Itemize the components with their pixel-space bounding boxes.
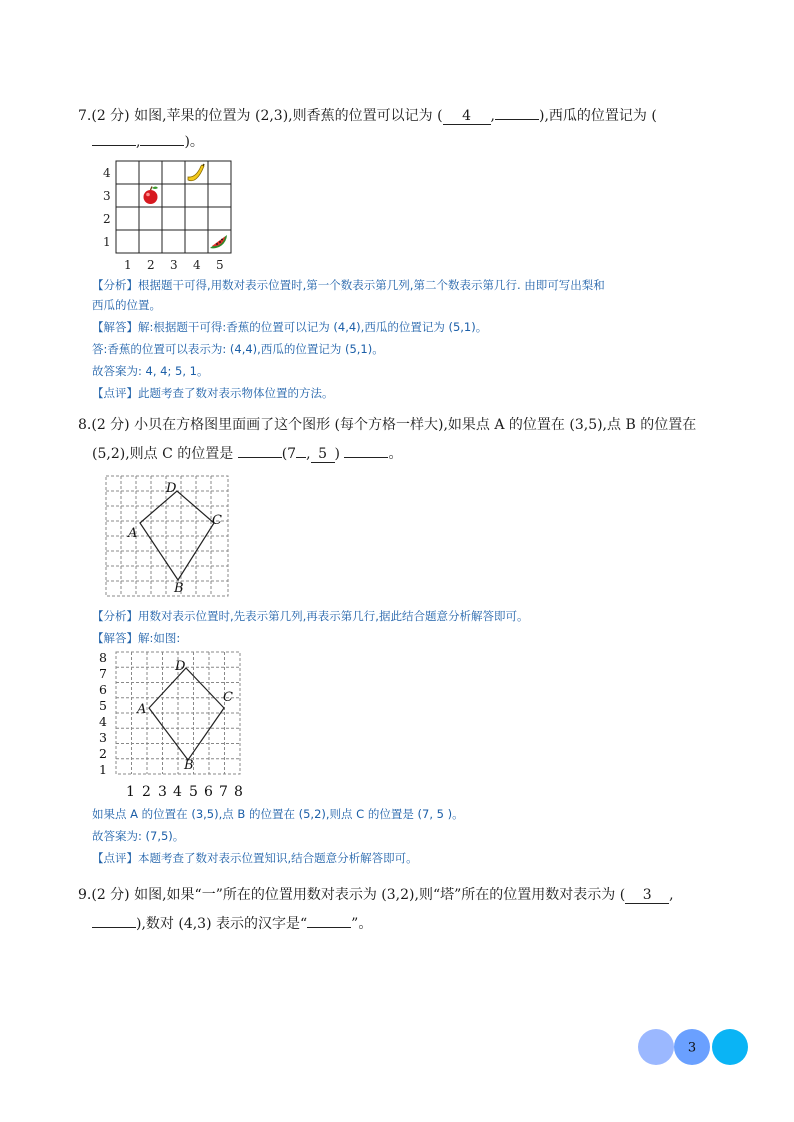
- q8-analysis-text: 用数对表示位置时,先表示第几列,再表示第几行,据此结合题意分析解答即可。: [138, 609, 529, 623]
- q9-stem-b: ),数对 (4,3) 表示的汉字是“: [136, 916, 308, 932]
- q7-row-label: 3: [103, 189, 111, 203]
- q8-blank-post: [344, 442, 388, 458]
- banana-icon: [188, 164, 204, 181]
- point-label-d: D: [175, 659, 186, 674]
- q7-row-label: 4: [103, 166, 111, 180]
- q8-final: 故答案为: (7,5)。: [92, 829, 185, 843]
- q8-analysis: [92, 608, 528, 624]
- q7-blank-1: 4: [443, 109, 491, 125]
- point-label-b: B: [184, 758, 194, 773]
- q7-comment-tag: 【点评】: [92, 386, 138, 400]
- q7-stem-a: 7.(2 分) 如图,苹果的位置为 (2,3),则香蕉的位置可以记为 (: [78, 108, 443, 124]
- q8-solution-kite: [149, 668, 224, 760]
- q7-row-label: 2: [103, 212, 111, 226]
- x-label: 4: [173, 784, 182, 800]
- x-label: 1: [126, 784, 135, 800]
- q7-row-label: 1: [103, 235, 111, 249]
- q8-blank-pre: [238, 442, 282, 458]
- point-label-b: B: [174, 581, 184, 596]
- q8-end: 。: [388, 446, 403, 462]
- q7-close: )。: [184, 134, 204, 150]
- q8-stem-line1: 8.(2 分) 小贝在方格图里面画了这个图形 (每个方格一样大),如果点 A 的位置在 (3,5),点 B 的位置在: [78, 417, 697, 433]
- q8-comment: [92, 850, 418, 866]
- y-label: 4: [99, 714, 107, 729]
- q7-sep: ,: [490, 108, 495, 124]
- q7-solution-text: 解:根据题干可得:香蕉的位置可以记为 (4,4),西瓜的位置记为 (5,1)。: [138, 320, 488, 334]
- q9-blank-3: [307, 912, 351, 928]
- x-label: 3: [158, 784, 167, 800]
- q8-stem-line2: (5,2),则点 C 的位置是 (7 , 5 ) 。: [92, 442, 402, 463]
- page-number-badge: [636, 1028, 752, 1066]
- q9-blank-2: [92, 912, 136, 928]
- q8-ans-close: ): [334, 446, 341, 462]
- q8-kite-grid: [104, 474, 230, 598]
- apple-icon: [144, 187, 159, 205]
- q7-stem-line2: [92, 130, 204, 151]
- y-label: 1: [99, 762, 107, 777]
- watermelon-icon: [210, 235, 227, 248]
- q9-stem-a: 9.(2 分) 如图,如果“一”所在的位置用数对表示为 (3,2),则“塔”所在的位置用数对表示为 (: [78, 887, 626, 903]
- point-label-a: A: [137, 702, 147, 717]
- q8-blank-x: [296, 442, 306, 458]
- y-label: 5: [99, 698, 107, 713]
- q7-col-label: 5: [216, 258, 224, 272]
- q8-solution: [92, 630, 180, 646]
- q7-answer-line: 答:香蕉的位置可以表示为: (4,4),西瓜的位置记为 (5,1)。: [92, 342, 384, 356]
- y-label: 8: [99, 650, 107, 665]
- y-label: 6: [99, 682, 107, 697]
- q7-solution-tag: 【解答】: [92, 320, 138, 334]
- q8-comment-text: 本题考查了数对表示位置知识,结合题意分析解答即可。: [138, 851, 418, 865]
- point-label-d: D: [166, 481, 177, 496]
- q7-stem-b: ),西瓜的位置记为 (: [539, 108, 657, 124]
- q7-blank-4: [140, 130, 184, 146]
- point-label-c: C: [212, 513, 222, 528]
- q8-solution-tag: 【解答】: [92, 631, 138, 645]
- q9-end: ”。: [351, 916, 373, 932]
- q7-analysis-tag: 【分析】: [92, 278, 138, 292]
- q7-sep-2: ,: [136, 134, 141, 150]
- q7-comment: [92, 385, 334, 401]
- x-label: 7: [219, 784, 228, 800]
- y-label: 3: [99, 730, 107, 745]
- q7-comment-text: 此题考查了数对表示物体位置的方法。: [138, 386, 334, 400]
- q8-ans-y: 5: [311, 447, 335, 463]
- q7-col-label: 3: [170, 258, 178, 272]
- q8-stem-2a: (5,2),则点 C 的位置是: [92, 446, 234, 462]
- q9-stem-line2: [92, 912, 372, 933]
- q8-solution-text: 解:如图:: [138, 631, 181, 645]
- q8-ans-open: (7: [281, 446, 297, 462]
- q7-analysis-text: 根据题干可得,用数对表示位置时,第一个数表示第几列,第二个数表示第几行. 由即可写出梨和: [138, 278, 605, 292]
- x-label: 6: [204, 784, 213, 800]
- q7-blank-2: [495, 104, 539, 120]
- q7-blank-3: [92, 130, 136, 146]
- y-label: 2: [99, 746, 107, 761]
- point-label-a: A: [128, 526, 138, 541]
- q7-analysis-1: [92, 277, 605, 293]
- x-label: 5: [189, 784, 198, 800]
- q7-col-label: 1: [124, 258, 132, 272]
- q8-comment-tag: 【点评】: [92, 851, 138, 865]
- x-label: 8: [234, 784, 243, 800]
- q7-final: 故答案为: 4, 4; 5, 1。: [92, 364, 209, 378]
- q9-stem-line1: [78, 886, 674, 904]
- q8-analysis-tag: 【分析】: [92, 609, 138, 623]
- q7-analysis-2: 西瓜的位置。: [92, 298, 161, 312]
- q9-sep: ,: [669, 887, 674, 903]
- q7-stem-line1: [78, 104, 657, 125]
- x-label: 2: [142, 784, 151, 800]
- point-label-c: C: [223, 690, 233, 705]
- page-number: 3: [687, 1040, 697, 1056]
- q7-col-label: 4: [193, 258, 201, 272]
- q8-result: 如果点 A 的位置在 (3,5),点 B 的位置在 (5,2),则点 C 的位置是 (7, 5 )。: [92, 807, 464, 821]
- q7-col-label: 2: [147, 258, 155, 272]
- y-label: 7: [99, 666, 107, 681]
- q9-blank-1: 3: [625, 888, 669, 904]
- q7-fruit-grid: [96, 158, 246, 274]
- q8-solution-grid: [88, 648, 258, 800]
- q7-solution: [92, 319, 487, 335]
